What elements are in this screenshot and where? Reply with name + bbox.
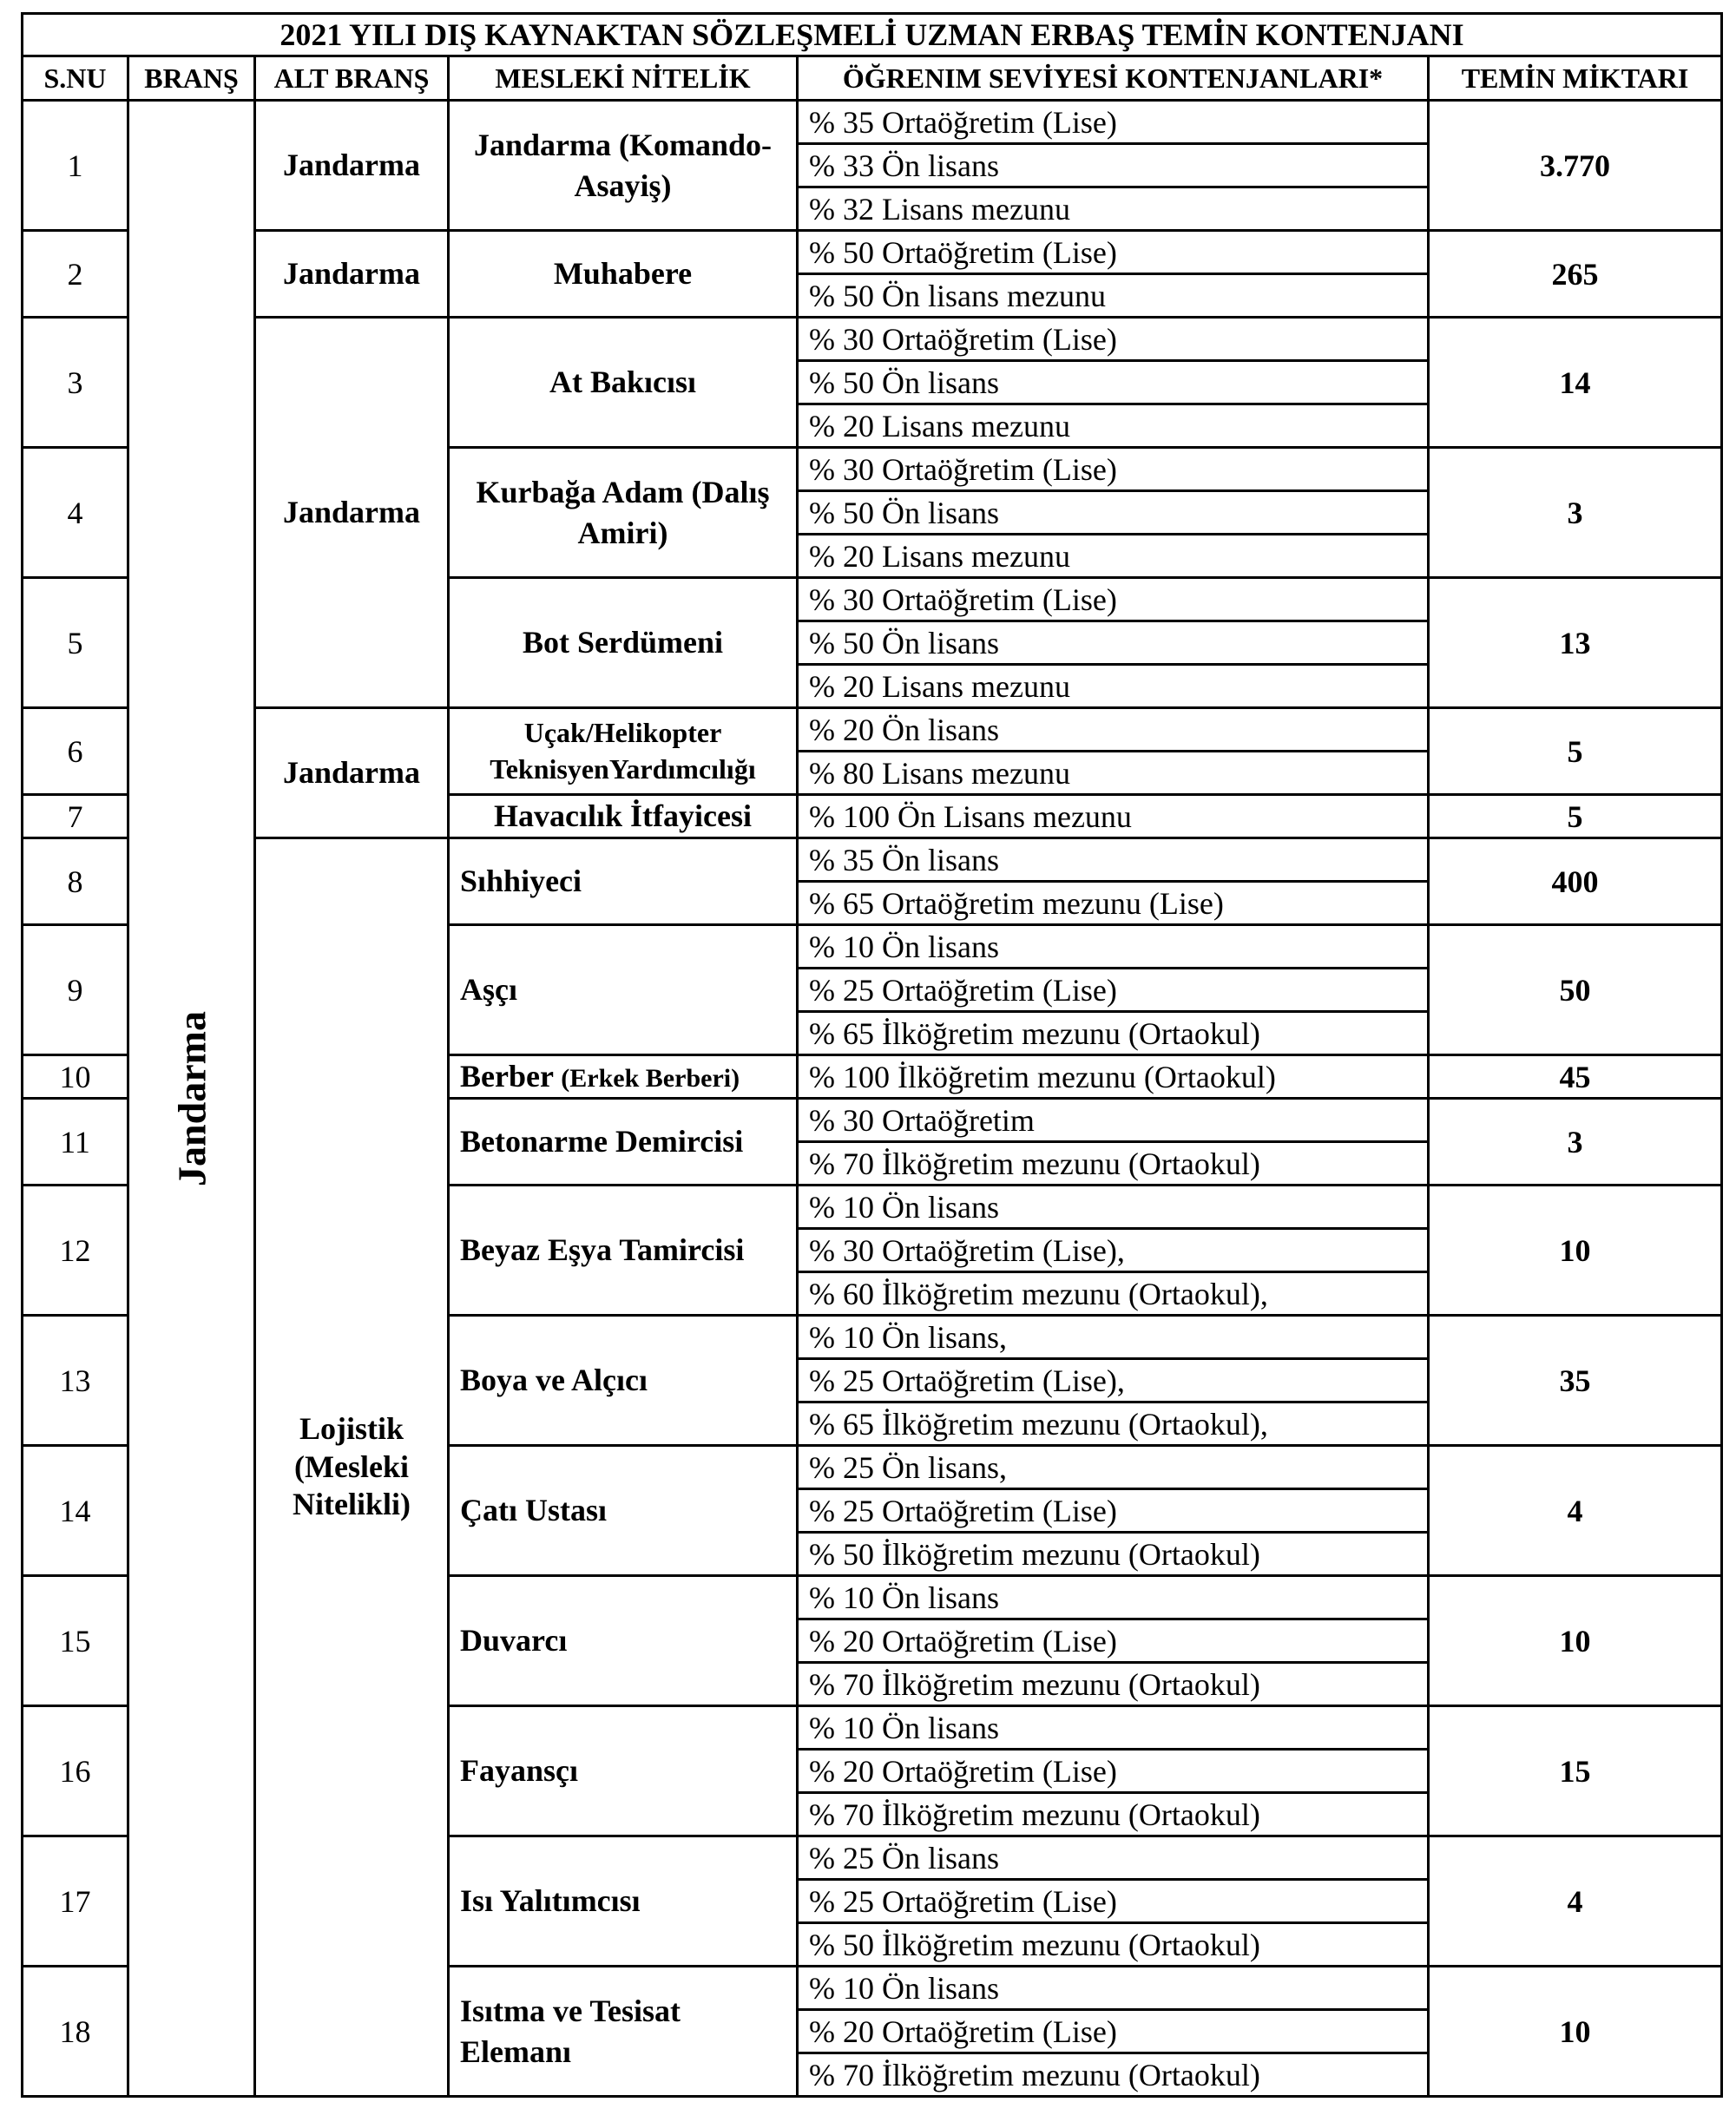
education-level: % 20 Ortaöğretim (Lise) <box>798 1750 1429 1793</box>
education-level: % 65 İlköğretim mezunu (Ortaokul) <box>798 1012 1429 1055</box>
meslek-name: Isıtma ve Tesisat Elemanı <box>460 1993 681 2069</box>
alt-brans-cell: Lojistik (Mesleki Nitelikli) <box>255 838 449 2097</box>
meslek-name: Çatı Ustası <box>460 1493 607 1528</box>
meslek-cell <box>449 448 798 578</box>
table-row <box>23 318 1722 361</box>
quota-amount: 3 <box>1429 1099 1722 1186</box>
education-level: % 60 İlköğretim mezunu (Ortaokul), <box>798 1272 1429 1316</box>
education-level: % 50 Ön lisans <box>798 621 1429 665</box>
header-alt-brans: ALT BRANŞ <box>255 56 449 101</box>
education-level: % 35 Ortaöğretim (Lise) <box>798 101 1429 144</box>
meslek-name: Sıhhiyeci <box>460 864 582 899</box>
row-number: 15 <box>23 1576 128 1706</box>
meslek-name: Jandarma (Komando-Asayiş) <box>473 127 773 203</box>
meslek-name: Beyaz Eşya Tamircisi <box>460 1232 745 1268</box>
header-sira-no: S.NU <box>23 56 128 101</box>
quota-amount: 14 <box>1429 318 1722 448</box>
education-level: % 10 Ön lisans <box>798 925 1429 969</box>
education-level: % 100 Ön Lisans mezunu <box>798 795 1429 838</box>
alt-brans-cell: Jandarma <box>255 708 449 838</box>
quota-amount: 35 <box>1429 1316 1722 1446</box>
header-temin-miktari: TEMİN MİKTARI <box>1429 56 1722 101</box>
header-brans: BRANŞ <box>128 56 255 101</box>
education-level: % 70 İlköğretim mezunu (Ortaokul) <box>798 1142 1429 1186</box>
meslek-name: Isı Yalıtımcısı <box>460 1883 641 1919</box>
quota-amount: 13 <box>1429 578 1722 708</box>
row-number: 1 <box>23 101 128 231</box>
meslek-name: Betonarme Demircisi <box>460 1124 744 1159</box>
header-mesleki-nitelik: MESLEKİ NİTELİK <box>449 56 798 101</box>
education-level: % 33 Ön lisans <box>798 144 1429 187</box>
quota-amount: 400 <box>1429 838 1722 925</box>
meslek-cell <box>449 1836 798 1967</box>
brans-label: Jandarma <box>169 1010 214 1186</box>
meslek-name: Fayansçı <box>460 1753 579 1789</box>
education-level: % 25 Ön lisans <box>798 1836 1429 1880</box>
education-level: % 10 Ön lisans <box>798 1967 1429 2010</box>
meslek-note: (Erkek Berberi) <box>561 1064 740 1094</box>
row-number: 5 <box>23 578 128 708</box>
row-number: 18 <box>23 1967 128 2097</box>
quota-amount: 10 <box>1429 1967 1722 2097</box>
quota-amount: 5 <box>1429 708 1722 795</box>
alt-brans-cell: Jandarma <box>255 318 449 708</box>
education-level: % 20 Ortaöğretim (Lise) <box>798 1619 1429 1663</box>
education-level: % 25 Ortaöğretim (Lise) <box>798 1489 1429 1533</box>
row-number: 7 <box>23 795 128 838</box>
quota-amount: 15 <box>1429 1706 1722 1836</box>
alt-brans-cell: Jandarma <box>255 101 449 231</box>
education-level: % 35 Ön lisans <box>798 838 1429 882</box>
education-level: % 20 Ortaöğretim (Lise) <box>798 2010 1429 2053</box>
row-number: 3 <box>23 318 128 448</box>
table-title: 2021 YILI DIŞ KAYNAKTAN SÖZLEŞMELİ UZMAN ERBAŞ TEMİN KONTENJANI <box>23 14 1722 56</box>
row-number: 12 <box>23 1186 128 1316</box>
meslek-name: Bot Serdümeni <box>522 625 723 660</box>
education-level: % 70 İlköğretim mezunu (Ortaokul) <box>798 1793 1429 1836</box>
meslek-name: At Bakıcısı <box>549 365 696 400</box>
table-row <box>23 101 1722 144</box>
education-level: % 30 Ortaöğretim (Lise) <box>798 448 1429 491</box>
education-level: % 30 Ortaöğretim <box>798 1099 1429 1142</box>
meslek-cell <box>449 1099 798 1186</box>
education-level: % 50 Ortaöğretim (Lise) <box>798 231 1429 274</box>
meslek-cell <box>449 101 798 231</box>
education-level: % 50 Ön lisans mezunu <box>798 274 1429 318</box>
education-level: % 25 Ön lisans, <box>798 1446 1429 1489</box>
table-row <box>23 838 1722 882</box>
meslek-cell <box>449 708 798 795</box>
meslek-cell <box>449 1316 798 1446</box>
row-number: 10 <box>23 1055 128 1099</box>
meslek-cell <box>449 1967 798 2097</box>
education-level: % 50 Ön lisans <box>798 361 1429 404</box>
header-ogrenim-seviyesi: ÖĞRENIM SEVİYESİ KONTENJANLARI* <box>798 56 1429 101</box>
quota-amount: 265 <box>1429 231 1722 318</box>
education-level: % 25 Ortaöğretim (Lise), <box>798 1359 1429 1402</box>
education-level: % 20 Lisans mezunu <box>798 535 1429 578</box>
header-row <box>23 56 1722 101</box>
education-level: % 70 İlköğretim mezunu (Ortaokul) <box>798 1663 1429 1706</box>
title-row <box>23 14 1722 56</box>
education-level: % 25 Ortaöğretim (Lise) <box>798 1880 1429 1923</box>
quota-amount: 3 <box>1429 448 1722 578</box>
quota-amount: 10 <box>1429 1186 1722 1316</box>
education-level: % 10 Ön lisans, <box>798 1316 1429 1359</box>
meslek-cell <box>449 1706 798 1836</box>
table-row <box>23 708 1722 752</box>
education-level: % 10 Ön lisans <box>798 1706 1429 1750</box>
meslek-cell <box>449 1186 798 1316</box>
education-level: % 10 Ön lisans <box>798 1186 1429 1229</box>
education-level: % 32 Lisans mezunu <box>798 187 1429 231</box>
meslek-name: Berber <box>460 1059 554 1094</box>
education-level: % 20 Lisans mezunu <box>798 404 1429 448</box>
education-level: % 50 İlköğretim mezunu (Ortaokul) <box>798 1923 1429 1967</box>
education-level: % 70 İlköğretim mezunu (Ortaokul) <box>798 2053 1429 2097</box>
education-level: % 25 Ortaöğretim (Lise) <box>798 969 1429 1012</box>
quota-amount: 10 <box>1429 1576 1722 1706</box>
education-level: % 80 Lisans mezunu <box>798 752 1429 795</box>
row-number: 17 <box>23 1836 128 1967</box>
quota-amount: 50 <box>1429 925 1722 1055</box>
row-number: 4 <box>23 448 128 578</box>
meslek-cell <box>449 1576 798 1706</box>
meslek-cell <box>449 1055 798 1099</box>
education-level: % 30 Ortaöğretim (Lise) <box>798 318 1429 361</box>
meslek-cell <box>449 318 798 448</box>
quota-amount: 4 <box>1429 1446 1722 1576</box>
education-level: % 30 Ortaöğretim (Lise) <box>798 578 1429 621</box>
meslek-name: Boya ve Alçıcı <box>460 1363 648 1398</box>
education-level: % 30 Ortaöğretim (Lise), <box>798 1229 1429 1272</box>
row-number: 8 <box>23 838 128 925</box>
meslek-cell <box>449 231 798 318</box>
quota-amount: 5 <box>1429 795 1722 838</box>
quota-amount: 3.770 <box>1429 101 1722 231</box>
brans-cell <box>128 101 255 2097</box>
row-number: 14 <box>23 1446 128 1576</box>
row-number: 6 <box>23 708 128 795</box>
education-level: % 20 Ön lisans <box>798 708 1429 752</box>
meslek-name: Kurbağa Adam (Dalış Amiri) <box>476 474 770 550</box>
education-level: % 50 İlköğretim mezunu (Ortaokul) <box>798 1533 1429 1576</box>
education-level: % 65 İlköğretim mezunu (Ortaokul), <box>798 1402 1429 1446</box>
education-level: % 20 Lisans mezunu <box>798 665 1429 708</box>
meslek-name: Uçak/Helikopter TeknisyenYardımcılığı <box>490 716 756 785</box>
meslek-cell <box>449 1446 798 1576</box>
row-number: 13 <box>23 1316 128 1446</box>
alt-brans-cell: Jandarma <box>255 231 449 318</box>
row-number: 16 <box>23 1706 128 1836</box>
row-number: 9 <box>23 925 128 1055</box>
education-level: % 50 Ön lisans <box>798 491 1429 535</box>
meslek-cell <box>449 838 798 925</box>
quota-amount: 4 <box>1429 1836 1722 1967</box>
education-level: % 100 İlköğretim mezunu (Ortaokul) <box>798 1055 1429 1099</box>
meslek-cell <box>449 795 798 838</box>
meslek-name: Havacılık İtfayicesi <box>494 798 752 834</box>
row-number: 11 <box>23 1099 128 1186</box>
row-number: 2 <box>23 231 128 318</box>
education-level: % 65 Ortaöğretim mezunu (Lise) <box>798 882 1429 925</box>
meslek-name: Duvarcı <box>460 1623 568 1659</box>
meslek-name: Muhabere <box>553 256 693 292</box>
meslek-cell <box>449 925 798 1055</box>
education-level: % 10 Ön lisans <box>798 1576 1429 1619</box>
quota-amount: 45 <box>1429 1055 1722 1099</box>
table-row <box>23 231 1722 274</box>
meslek-cell <box>449 578 798 708</box>
meslek-name: Aşçı <box>460 972 517 1008</box>
quota-table <box>21 12 1723 2098</box>
